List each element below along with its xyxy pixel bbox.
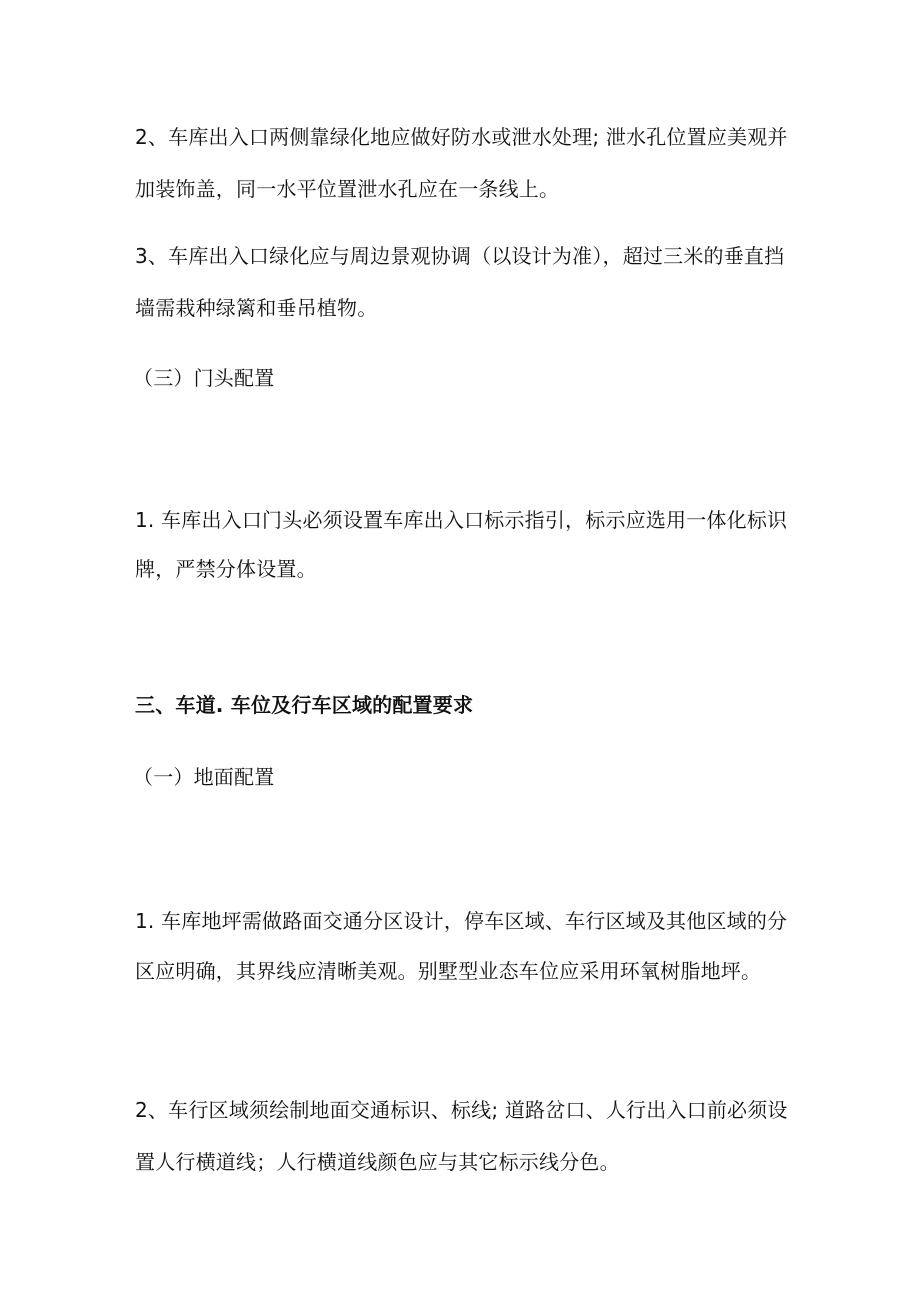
- ground-item-1-line-2: 区应明确，其界线应清晰美观。别墅型业态车位应采用环氧树脂地坪。: [135, 959, 762, 983]
- section-heading-3: 三、车道. 车位及行车区域的配置要求: [135, 693, 474, 717]
- paragraph-2-line-1: 2、车库出入口两侧靠绿化地应做好防水或泄水处理; 泄水孔位置应美观并: [135, 125, 788, 149]
- subheading-ground-config: （一）地面配置: [133, 765, 275, 789]
- door-item-1-line-2: 牌，严禁分体设置。: [135, 557, 317, 581]
- ground-item-2-line-2: 置人行横道线；人行横道线颜色应与其它标示线分色。: [135, 1150, 620, 1174]
- door-item-1-line-1: 1. 车库出入口门头必须设置车库出入口标示指引，标示应选用一体化标识: [135, 508, 788, 532]
- subheading-door-config: （三）门头配置: [133, 366, 275, 390]
- paragraph-3-line-1: 3、车库出入口绿化应与周边景观协调（以设计为准），超过三米的垂直挡: [135, 244, 785, 268]
- paragraph-2-line-2: 加装饰盖，同一水平位置泄水孔应在一条线上。: [135, 177, 560, 201]
- ground-item-1-line-1: 1. 车库地坪需做路面交通分区设计，停车区域、车行区域及其他区域的分: [135, 909, 788, 933]
- ground-item-2-line-1: 2、车行区域须绘制地面交通标识、标线; 道路岔口、人行出入口前必须设: [135, 1098, 788, 1122]
- paragraph-3-line-2: 墙需栽种绿篱和垂吊植物。: [135, 296, 378, 320]
